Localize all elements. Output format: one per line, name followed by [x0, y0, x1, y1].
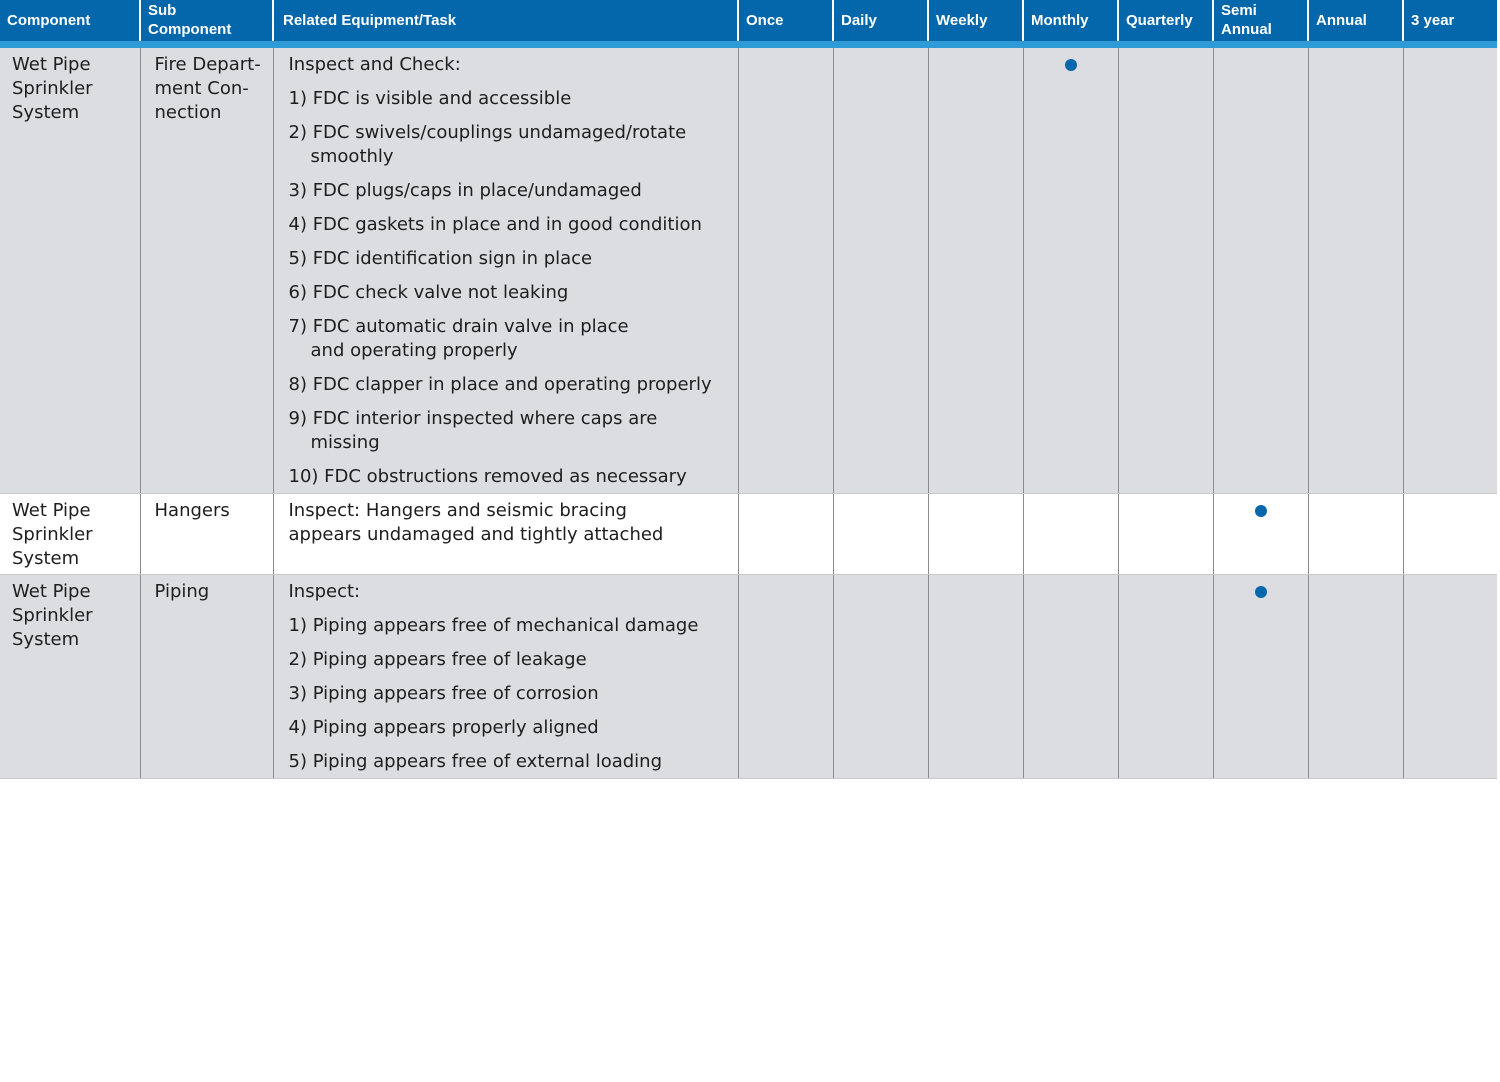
frequency-cell-semi-annual	[1213, 574, 1308, 778]
task-heading: Inspect: Hangers and seismic bracing appears undamaged and tightly attached	[288, 499, 664, 545]
frequency-cell-weekly	[928, 44, 1023, 493]
frequency-cell-3-year	[1403, 493, 1497, 574]
frequency-cell-3-year	[1403, 574, 1497, 778]
task-cell	[273, 493, 738, 574]
header-task: Related Equipment/Task	[273, 0, 738, 44]
header-3-year: 3 year	[1403, 0, 1497, 44]
frequency-cell-semi-annual	[1213, 493, 1308, 574]
task-item: 1) Piping appears free of mechanical damage	[288, 614, 699, 636]
task-item: 10) FDC obstructions removed as necessary	[288, 465, 687, 487]
task-item: 2) FDC swivels/couplings undamaged/rotate smoothly	[288, 121, 687, 167]
frequency-cell-daily	[833, 44, 928, 493]
task-item: 3) Piping appears free of corrosion	[288, 682, 599, 704]
component-cell: Wet Pipe Sprinkler System	[0, 44, 140, 493]
task-cell	[273, 574, 738, 778]
component-cell: Wet Pipe Sprinkler System	[0, 574, 140, 778]
frequency-cell-monthly	[1023, 493, 1118, 574]
frequency-cell-monthly	[1023, 44, 1118, 493]
task-heading: Inspect and Check:	[288, 53, 461, 75]
task-item: 8) FDC clapper in place and operating properly	[288, 373, 712, 395]
task-item: 7) FDC automatic drain valve in place and operating properly	[288, 315, 629, 361]
header-once: Once	[738, 0, 833, 44]
header-weekly: Weekly	[928, 0, 1023, 44]
frequency-cell-quarterly	[1118, 44, 1213, 493]
task-item: 5) FDC identification sign in place	[288, 247, 593, 269]
frequency-marker-dot	[1065, 59, 1077, 71]
header-sub-component: Sub Component	[140, 0, 273, 44]
frequency-cell-annual	[1308, 44, 1403, 493]
header-component: Component	[0, 0, 140, 44]
header-monthly: Monthly	[1023, 0, 1118, 44]
frequency-cell-once	[738, 44, 833, 493]
table-row	[0, 574, 1497, 778]
frequency-cell-weekly	[928, 493, 1023, 574]
frequency-cell-semi-annual	[1213, 44, 1308, 493]
sub-component-cell: Fire Depart- ment Con- nection	[140, 44, 273, 493]
task-cell	[273, 44, 738, 493]
frequency-cell-once	[738, 574, 833, 778]
frequency-cell-daily	[833, 493, 928, 574]
table-row	[0, 44, 1497, 493]
task-item: 5) Piping appears free of external loading	[288, 750, 662, 772]
frequency-cell-annual	[1308, 493, 1403, 574]
header-row	[0, 0, 1497, 44]
task-item: 1) FDC is visible and accessible	[288, 87, 572, 109]
task-heading: Inspect:	[288, 580, 361, 602]
task-item: 6) FDC check valve not leaking	[288, 281, 569, 303]
frequency-cell-weekly	[928, 574, 1023, 778]
sub-component-cell: Hangers	[140, 493, 273, 574]
frequency-cell-once	[738, 493, 833, 574]
frequency-cell-3-year	[1403, 44, 1497, 493]
frequency-cell-annual	[1308, 574, 1403, 778]
task-item: 4) Piping appears properly aligned	[288, 716, 599, 738]
header-annual: Annual	[1308, 0, 1403, 44]
frequency-cell-quarterly	[1118, 493, 1213, 574]
frequency-marker-dot	[1255, 505, 1267, 517]
sub-component-cell: Piping	[140, 574, 273, 778]
table-row	[0, 493, 1497, 574]
task-item: 4) FDC gaskets in place and in good condition	[288, 213, 702, 235]
task-item: 9) FDC interior inspected where caps are missing	[288, 407, 658, 453]
frequency-cell-monthly	[1023, 574, 1118, 778]
component-cell: Wet Pipe Sprinkler System	[0, 493, 140, 574]
frequency-cell-daily	[833, 574, 928, 778]
task-item: 2) Piping appears free of leakage	[288, 648, 587, 670]
header-semi-annual: Semi Annual	[1213, 0, 1308, 44]
header-quarterly: Quarterly	[1118, 0, 1213, 44]
frequency-marker-dot	[1255, 586, 1267, 598]
header-daily: Daily	[833, 0, 928, 44]
frequency-cell-quarterly	[1118, 574, 1213, 778]
task-item: 3) FDC plugs/caps in place/undamaged	[288, 179, 642, 201]
